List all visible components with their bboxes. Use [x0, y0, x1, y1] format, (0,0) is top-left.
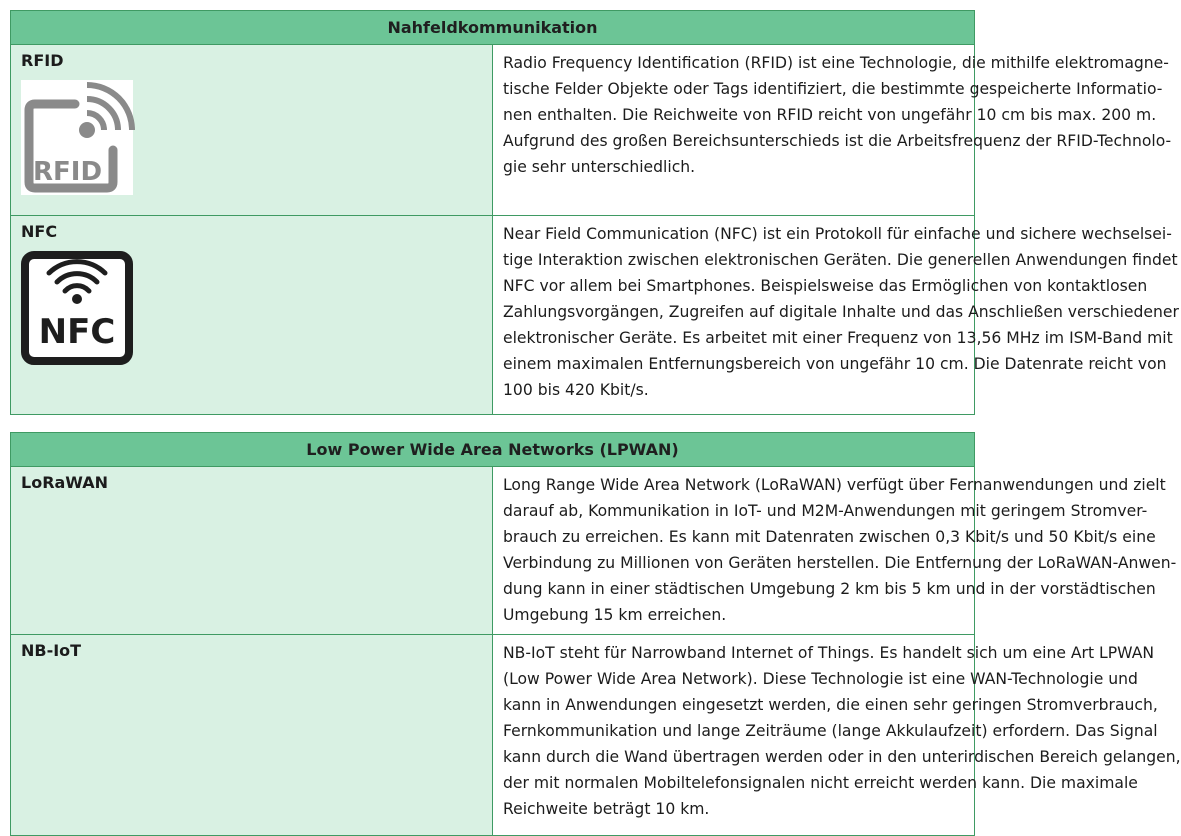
table-row — [11, 467, 975, 635]
row-text — [493, 635, 1181, 836]
rfid-icon-text: RFID — [33, 157, 103, 187]
text-line: 100 bis 420 Kbit/s. — [503, 381, 649, 399]
row-label-cell — [11, 45, 493, 216]
row-text — [493, 467, 1177, 635]
text-line: Verbindung zu Millionen von Geräten herstellen. Die Entfernung der LoRaWAN-Anwen- — [503, 554, 1177, 572]
text-line: der mit normalen Mobiltelefonsignalen nicht erreicht werden kann. Die maximale — [503, 774, 1138, 792]
nahfeld-table — [10, 10, 1179, 415]
section-header: Nahfeldkommunikation — [11, 11, 975, 45]
row-text — [493, 45, 1172, 216]
text-line: Reichweite beträgt 10 km. — [503, 800, 710, 818]
text-line: NB-IoT steht für Narrowband Internet of Things. Es handelt sich um eine Art LPWAN — [503, 644, 1155, 662]
text-line: Aufgrund des großen Bereichsunterschieds ist die Arbeitsfrequenz der RFID-Technolo- — [503, 132, 1172, 150]
text-line: Umgebung 15 km erreichen. — [503, 606, 727, 624]
text-line: darauf ab, Kommunikation in IoT- und M2M-Anwendungen mit geringem Stromver- — [503, 502, 1148, 520]
text-line: NFC vor allem bei Smartphones. Beispielsweise das Ermöglichen von kontaktlosen — [503, 277, 1148, 295]
row-label-cell — [11, 467, 493, 635]
row-label-cell — [11, 216, 493, 415]
nfc-icon — [21, 251, 492, 369]
text-line: Fernkommunikation und lange Zeiträume (lange Akkulaufzeit) erfordern. Das Signal — [503, 722, 1158, 740]
text-line: (Low Power Wide Area Network). Diese Technologie ist eine WAN-Technologie und — [503, 670, 1138, 688]
row-label: NFC — [21, 222, 58, 241]
lpwan-table — [10, 432, 1181, 836]
text-line: tische Felder Objekte oder Tags identifiziert, die bestimmte gespeicherte Informatio- — [503, 80, 1163, 98]
table-row — [11, 45, 975, 216]
rfid-icon — [21, 80, 492, 199]
text-line: einem maximalen Entfernungsbereich von ungefähr 10 cm. Die Datenrate reicht von — [503, 355, 1167, 373]
table-row — [11, 216, 975, 415]
text-line: nen enthalten. Die Reichweite von RFID reicht von ungefähr 10 cm bis max. 200 m. — [503, 106, 1157, 124]
row-text — [493, 216, 1179, 415]
text-line: Near Field Communication (NFC) ist ein Protokoll für einfache und sichere wechselsei- — [503, 225, 1172, 243]
text-line: elektronischer Geräte. Es arbeitet mit einer Frequenz von 13,56 MHz im ISM-Band mit — [503, 329, 1173, 347]
row-label: NB-IoT — [21, 641, 82, 660]
text-line: brauch zu erreichen. Es kann mit Datenraten zwischen 0,3 Kbit/s und 50 Kbit/s eine — [503, 528, 1156, 546]
nfc-icon-text: NFC — [38, 312, 116, 352]
text-line: Zahlungsvorgängen, Zugreifen auf digitale Inhalte und das Anschließen verschiedener — [503, 303, 1179, 321]
text-line: Long Range Wide Area Network (LoRaWAN) verfügt über Fernanwendungen und zielt — [503, 476, 1166, 494]
row-label: RFID — [21, 51, 64, 70]
text-line: tige Interaktion zwischen elektronischen Geräten. Die generellen Anwendungen findet — [503, 251, 1178, 269]
table-row — [11, 635, 975, 836]
section-header: Low Power Wide Area Networks (LPWAN) — [11, 433, 975, 467]
text-line: kann in Anwendungen eingesetzt werden, die einen sehr geringen Stromverbrauch, — [503, 696, 1158, 714]
row-label-cell — [11, 635, 493, 836]
text-line: kann durch die Wand übertragen werden oder in den unterirdischen Bereich gelangen, — [503, 748, 1181, 766]
row-label: LoRaWAN — [21, 473, 109, 492]
text-line: dung kann in einer städtischen Umgebung 2 km bis 5 km und in der vorstädtischen — [503, 580, 1156, 598]
text-line: gie sehr unterschiedlich. — [503, 158, 696, 176]
text-line: Radio Frequency Identification (RFID) ist eine Technologie, die mithilfe elektromagne- — [503, 54, 1169, 72]
